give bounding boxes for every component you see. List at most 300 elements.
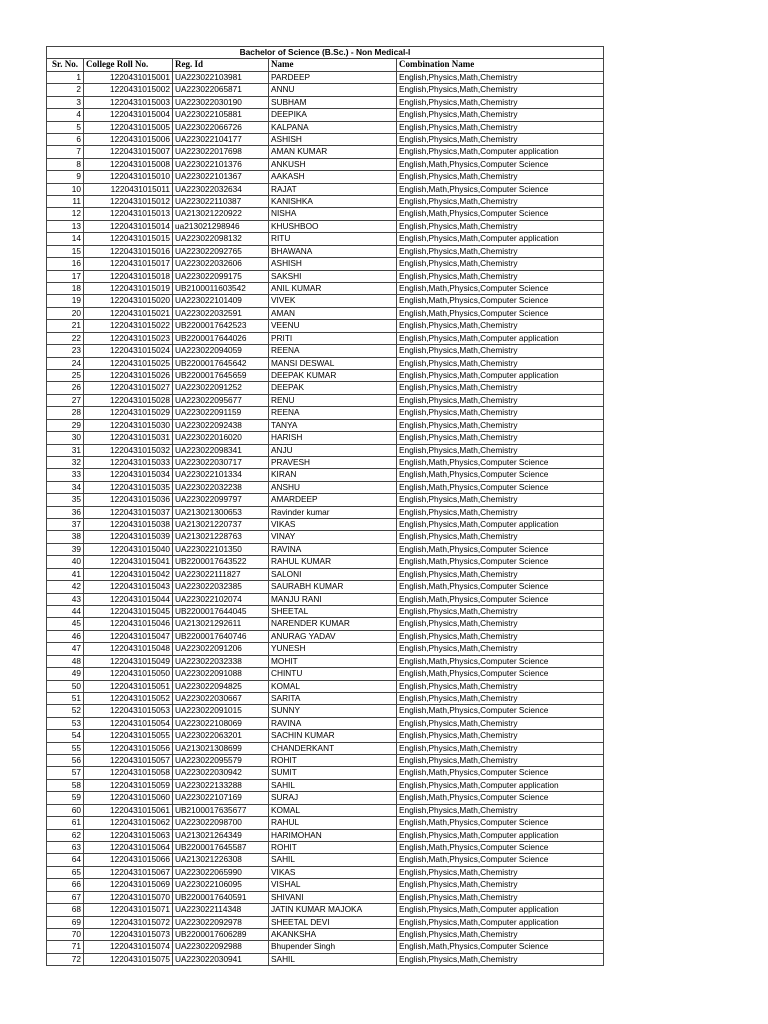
combination-name-cell: English,Physics,Math,Computer application xyxy=(397,829,604,841)
sr-no-cell: 72 xyxy=(47,953,84,965)
reg-id-cell: UA223022094059 xyxy=(173,345,269,357)
combination-name-cell: English,Physics,Math,Chemistry xyxy=(397,630,604,642)
reg-id-cell: UA223022101367 xyxy=(173,171,269,183)
sr-no-cell: 12 xyxy=(47,208,84,220)
table-row xyxy=(47,605,604,617)
combination-name-cell: English,Math,Physics,Computer Science xyxy=(397,556,604,568)
combination-name-cell: English,Math,Physics,Computer Science xyxy=(397,941,604,953)
reg-id-cell: UB2200017645642 xyxy=(173,357,269,369)
reg-id-cell: UA223022092988 xyxy=(173,941,269,953)
sr-no-cell: 49 xyxy=(47,668,84,680)
combination-name-cell: English,Physics,Math,Computer application xyxy=(397,519,604,531)
sr-no-cell: 18 xyxy=(47,283,84,295)
table-row xyxy=(47,953,604,965)
reg-id-cell: UA223022091206 xyxy=(173,643,269,655)
sr-no-cell: 40 xyxy=(47,556,84,568)
sr-no-cell: 31 xyxy=(47,444,84,456)
name-cell: PARDEEP xyxy=(269,71,397,83)
combination-name-cell: English,Physics,Math,Chemistry xyxy=(397,605,604,617)
college-roll-no-cell: 1220431015033 xyxy=(84,456,173,468)
sr-no-cell: 2 xyxy=(47,84,84,96)
table-row xyxy=(47,742,604,754)
table-row xyxy=(47,655,604,667)
sr-no-cell: 29 xyxy=(47,419,84,431)
table-row xyxy=(47,618,604,630)
sr-no-cell: 15 xyxy=(47,245,84,257)
combination-name-cell: English,Physics,Math,Chemistry xyxy=(397,717,604,729)
combination-name-cell: English,Physics,Math,Chemistry xyxy=(397,432,604,444)
college-roll-no-cell: 1220431015070 xyxy=(84,891,173,903)
combination-name-cell: English,Physics,Math,Chemistry xyxy=(397,171,604,183)
name-cell: NISHA xyxy=(269,208,397,220)
sr-no-cell: 63 xyxy=(47,842,84,854)
table-row xyxy=(47,779,604,791)
table-row xyxy=(47,866,604,878)
reg-id-cell: UA223022107169 xyxy=(173,792,269,804)
reg-id-cell: UA223022099175 xyxy=(173,270,269,282)
combination-name-cell: English,Math,Physics,Computer Science xyxy=(397,481,604,493)
college-roll-no-cell: 1220431015042 xyxy=(84,568,173,580)
name-cell: SAURABH KUMAR xyxy=(269,581,397,593)
sr-no-cell: 9 xyxy=(47,171,84,183)
college-roll-no-cell: 1220431015003 xyxy=(84,96,173,108)
college-roll-no-cell: 1220431015051 xyxy=(84,680,173,692)
table-row xyxy=(47,456,604,468)
college-roll-no-cell: 1220431015013 xyxy=(84,208,173,220)
combination-name-cell: English,Math,Physics,Computer Science xyxy=(397,543,604,555)
reg-id-cell: UA223022017698 xyxy=(173,146,269,158)
college-roll-no-cell: 1220431015011 xyxy=(84,183,173,195)
name-cell: NARENDER KUMAR xyxy=(269,618,397,630)
college-roll-no-cell: 1220431015014 xyxy=(84,220,173,232)
reg-id-cell: UA223022032606 xyxy=(173,258,269,270)
name-cell: TANYA xyxy=(269,419,397,431)
college-roll-no-cell: 1220431015048 xyxy=(84,643,173,655)
name-cell: SAHIL xyxy=(269,854,397,866)
name-cell: ANKUSH xyxy=(269,158,397,170)
combination-name-cell: English,Physics,Math,Chemistry xyxy=(397,109,604,121)
reg-id-cell: UA223022030667 xyxy=(173,692,269,704)
table-row xyxy=(47,817,604,829)
college-roll-no-cell: 1220431015031 xyxy=(84,432,173,444)
reg-id-cell: UA223022105881 xyxy=(173,109,269,121)
sr-no-cell: 34 xyxy=(47,481,84,493)
student-list-table xyxy=(46,46,604,966)
reg-id-cell: UA223022032238 xyxy=(173,481,269,493)
table-row xyxy=(47,432,604,444)
table-row xyxy=(47,643,604,655)
name-cell: ASHISH xyxy=(269,133,397,145)
name-cell: RAHUL xyxy=(269,817,397,829)
college-roll-no-cell: 1220431015027 xyxy=(84,382,173,394)
table-row xyxy=(47,879,604,891)
sr-no-cell: 35 xyxy=(47,494,84,506)
reg-id-cell: UA223022108069 xyxy=(173,717,269,729)
name-cell: DEEPAK xyxy=(269,382,397,394)
table-row xyxy=(47,692,604,704)
reg-id-cell: UB2200017606289 xyxy=(173,928,269,940)
combination-name-cell: English,Math,Physics,Computer Science xyxy=(397,668,604,680)
name-cell: VEENU xyxy=(269,320,397,332)
college-roll-no-cell: 1220431015005 xyxy=(84,121,173,133)
sr-no-cell: 4 xyxy=(47,109,84,121)
sr-no-cell: 61 xyxy=(47,817,84,829)
college-roll-no-cell: 1220431015041 xyxy=(84,556,173,568)
combination-name-cell: English,Physics,Math,Computer application xyxy=(397,904,604,916)
name-cell: CHINTU xyxy=(269,668,397,680)
name-cell: YUNESH xyxy=(269,643,397,655)
reg-id-cell: UB2200017644045 xyxy=(173,605,269,617)
reg-id-cell: UB2200017645587 xyxy=(173,842,269,854)
name-cell: RAVINA xyxy=(269,543,397,555)
sr-no-cell: 59 xyxy=(47,792,84,804)
combination-name-cell: English,Physics,Math,Chemistry xyxy=(397,258,604,270)
header-row xyxy=(47,59,604,71)
sr-no-cell: 8 xyxy=(47,158,84,170)
college-roll-no-cell: 1220431015008 xyxy=(84,158,173,170)
college-roll-no-cell: 1220431015072 xyxy=(84,916,173,928)
college-roll-no-cell: 1220431015046 xyxy=(84,618,173,630)
college-roll-no-cell: 1220431015032 xyxy=(84,444,173,456)
table-body xyxy=(47,71,604,965)
sr-no-cell: 65 xyxy=(47,866,84,878)
reg-id-cell: UA223022065990 xyxy=(173,866,269,878)
reg-id-cell: UA223022101350 xyxy=(173,543,269,555)
sr-no-cell: 37 xyxy=(47,519,84,531)
name-cell: SAHIL xyxy=(269,953,397,965)
reg-id-cell: UA213021264349 xyxy=(173,829,269,841)
combination-name-cell: English,Physics,Math,Computer application xyxy=(397,779,604,791)
name-cell: AKANKSHA xyxy=(269,928,397,940)
reg-id-cell: UA223022032634 xyxy=(173,183,269,195)
name-cell: VIKAS xyxy=(269,866,397,878)
sr-no-cell: 23 xyxy=(47,345,84,357)
sr-no-cell: 3 xyxy=(47,96,84,108)
reg-id-cell: UA223022092438 xyxy=(173,419,269,431)
combination-name-cell: English,Math,Physics,Computer Science xyxy=(397,854,604,866)
sr-no-cell: 17 xyxy=(47,270,84,282)
college-roll-no-cell: 1220431015025 xyxy=(84,357,173,369)
table-row xyxy=(47,481,604,493)
college-roll-no-cell: 1220431015071 xyxy=(84,904,173,916)
combination-name-cell: English,Math,Physics,Computer Science xyxy=(397,456,604,468)
sr-no-cell: 53 xyxy=(47,717,84,729)
sr-no-cell: 20 xyxy=(47,307,84,319)
reg-id-cell: UB2100017635677 xyxy=(173,804,269,816)
reg-id-cell: UA223022102074 xyxy=(173,593,269,605)
reg-id-cell: UA223022030942 xyxy=(173,767,269,779)
table-row xyxy=(47,382,604,394)
table-row xyxy=(47,829,604,841)
reg-id-cell: ua213021298946 xyxy=(173,220,269,232)
table-row xyxy=(47,767,604,779)
college-roll-no-cell: 1220431015049 xyxy=(84,655,173,667)
name-cell: KOMAL xyxy=(269,680,397,692)
sr-no-cell: 69 xyxy=(47,916,84,928)
combination-name-cell: English,Physics,Math,Chemistry xyxy=(397,755,604,767)
table-row xyxy=(47,183,604,195)
college-roll-no-cell: 1220431015039 xyxy=(84,531,173,543)
combination-name-cell: English,Physics,Math,Chemistry xyxy=(397,382,604,394)
name-cell: MANJU RANI xyxy=(269,593,397,605)
name-cell: SHIVANI xyxy=(269,891,397,903)
combination-name-cell: English,Physics,Math,Chemistry xyxy=(397,891,604,903)
college-roll-no-cell: 1220431015060 xyxy=(84,792,173,804)
college-roll-no-cell: 1220431015073 xyxy=(84,928,173,940)
sr-no-cell: 28 xyxy=(47,407,84,419)
name-cell: SHEETAL xyxy=(269,605,397,617)
college-roll-no-cell: 1220431015059 xyxy=(84,779,173,791)
combination-name-cell: English,Physics,Math,Chemistry xyxy=(397,730,604,742)
table-row xyxy=(47,717,604,729)
combination-name-cell: English,Physics,Math,Computer application xyxy=(397,369,604,381)
college-roll-no-cell: 1220431015037 xyxy=(84,506,173,518)
table-row xyxy=(47,705,604,717)
table-row xyxy=(47,121,604,133)
reg-id-cell: UA223022091252 xyxy=(173,382,269,394)
reg-id-cell: UA223022092765 xyxy=(173,245,269,257)
table-row xyxy=(47,854,604,866)
name-cell: SHEETAL DEVI xyxy=(269,916,397,928)
sr-no-cell: 5 xyxy=(47,121,84,133)
table-row xyxy=(47,258,604,270)
reg-id-cell: UA223022030190 xyxy=(173,96,269,108)
table-row xyxy=(47,369,604,381)
header-name: Name xyxy=(269,59,397,71)
college-roll-no-cell: 1220431015075 xyxy=(84,953,173,965)
combination-name-cell: English,Physics,Math,Chemistry xyxy=(397,618,604,630)
name-cell: ANSHU xyxy=(269,481,397,493)
table-row xyxy=(47,171,604,183)
name-cell: DEEPAK KUMAR xyxy=(269,369,397,381)
reg-id-cell: UB2200017640591 xyxy=(173,891,269,903)
name-cell: Bhupender Singh xyxy=(269,941,397,953)
combination-name-cell: English,Physics,Math,Chemistry xyxy=(397,643,604,655)
name-cell: VIKAS xyxy=(269,519,397,531)
reg-id-cell: UB2200017640746 xyxy=(173,630,269,642)
sr-no-cell: 26 xyxy=(47,382,84,394)
college-roll-no-cell: 1220431015036 xyxy=(84,494,173,506)
reg-id-cell: UA223022106095 xyxy=(173,879,269,891)
college-roll-no-cell: 1220431015056 xyxy=(84,742,173,754)
sr-no-cell: 51 xyxy=(47,692,84,704)
table-row xyxy=(47,109,604,121)
sr-no-cell: 24 xyxy=(47,357,84,369)
table-row xyxy=(47,531,604,543)
college-roll-no-cell: 1220431015034 xyxy=(84,469,173,481)
name-cell: KALPANA xyxy=(269,121,397,133)
reg-id-cell: UA213021292611 xyxy=(173,618,269,630)
reg-id-cell: UA213021300653 xyxy=(173,506,269,518)
name-cell: KIRAN xyxy=(269,469,397,481)
name-cell: KHUSHBOO xyxy=(269,220,397,232)
sr-no-cell: 41 xyxy=(47,568,84,580)
combination-name-cell: English,Physics,Math,Chemistry xyxy=(397,121,604,133)
reg-id-cell: UA223022114348 xyxy=(173,904,269,916)
sr-no-cell: 36 xyxy=(47,506,84,518)
reg-id-cell: UA213021220922 xyxy=(173,208,269,220)
combination-name-cell: English,Physics,Math,Chemistry xyxy=(397,84,604,96)
college-roll-no-cell: 1220431015050 xyxy=(84,668,173,680)
name-cell: SAKSHI xyxy=(269,270,397,282)
header-college-roll-no: College Roll No. xyxy=(84,59,173,71)
name-cell: MANSI DESWAL xyxy=(269,357,397,369)
table-row xyxy=(47,394,604,406)
name-cell: CHANDERKANT xyxy=(269,742,397,754)
combination-name-cell: English,Physics,Math,Chemistry xyxy=(397,680,604,692)
combination-name-cell: English,Math,Physics,Computer Science xyxy=(397,581,604,593)
table-row xyxy=(47,506,604,518)
college-roll-no-cell: 1220431015020 xyxy=(84,295,173,307)
combination-name-cell: English,Physics,Math,Chemistry xyxy=(397,804,604,816)
reg-id-cell: UA223022101409 xyxy=(173,295,269,307)
name-cell: RENU xyxy=(269,394,397,406)
reg-id-cell: UA223022091015 xyxy=(173,705,269,717)
college-roll-no-cell: 1220431015021 xyxy=(84,307,173,319)
table-row xyxy=(47,283,604,295)
sr-no-cell: 11 xyxy=(47,196,84,208)
combination-name-cell: English,Physics,Math,Chemistry xyxy=(397,506,604,518)
sr-no-cell: 48 xyxy=(47,655,84,667)
sr-no-cell: 52 xyxy=(47,705,84,717)
reg-id-cell: UA223022101376 xyxy=(173,158,269,170)
combination-name-cell: English,Physics,Math,Computer application xyxy=(397,146,604,158)
reg-id-cell: UA223022065871 xyxy=(173,84,269,96)
sr-no-cell: 32 xyxy=(47,456,84,468)
reg-id-cell: UA223022091159 xyxy=(173,407,269,419)
sheet-title: Bachelor of Science (B.Sc.) - Non Medical-I xyxy=(47,47,604,59)
combination-name-cell: English,Math,Physics,Computer Science xyxy=(397,792,604,804)
college-roll-no-cell: 1220431015052 xyxy=(84,692,173,704)
combination-name-cell: English,Physics,Math,Chemistry xyxy=(397,220,604,232)
combination-name-cell: English,Physics,Math,Chemistry xyxy=(397,866,604,878)
name-cell: SUNNY xyxy=(269,705,397,717)
name-cell: ROHIT xyxy=(269,842,397,854)
reg-id-cell: UA223022095579 xyxy=(173,755,269,767)
combination-name-cell: English,Physics,Math,Chemistry xyxy=(397,357,604,369)
name-cell: AMAN KUMAR xyxy=(269,146,397,158)
sr-no-cell: 71 xyxy=(47,941,84,953)
sr-no-cell: 14 xyxy=(47,233,84,245)
name-cell: SURAJ xyxy=(269,792,397,804)
college-roll-no-cell: 1220431015028 xyxy=(84,394,173,406)
table-row xyxy=(47,755,604,767)
combination-name-cell: English,Math,Physics,Computer Science xyxy=(397,158,604,170)
combination-name-cell: English,Math,Physics,Computer Science xyxy=(397,705,604,717)
reg-id-cell: UB2200017644026 xyxy=(173,332,269,344)
table-row xyxy=(47,928,604,940)
name-cell: SACHIN KUMAR xyxy=(269,730,397,742)
name-cell: VIVEK xyxy=(269,295,397,307)
reg-id-cell: UA213021308699 xyxy=(173,742,269,754)
combination-name-cell: English,Physics,Math,Chemistry xyxy=(397,568,604,580)
combination-name-cell: English,Math,Physics,Computer Science xyxy=(397,283,604,295)
table-row xyxy=(47,245,604,257)
table-row xyxy=(47,270,604,282)
table-row xyxy=(47,233,604,245)
table-row xyxy=(47,146,604,158)
table-row xyxy=(47,941,604,953)
college-roll-no-cell: 1220431015058 xyxy=(84,767,173,779)
sr-no-cell: 50 xyxy=(47,680,84,692)
sr-no-cell: 68 xyxy=(47,904,84,916)
combination-name-cell: English,Math,Physics,Computer Science xyxy=(397,593,604,605)
reg-id-cell: UA223022032591 xyxy=(173,307,269,319)
name-cell: AMARDEEP xyxy=(269,494,397,506)
table-row xyxy=(47,345,604,357)
college-roll-no-cell: 1220431015017 xyxy=(84,258,173,270)
combination-name-cell: English,Physics,Math,Chemistry xyxy=(397,320,604,332)
combination-name-cell: English,Physics,Math,Computer application xyxy=(397,332,604,344)
college-roll-no-cell: 1220431015029 xyxy=(84,407,173,419)
combination-name-cell: English,Physics,Math,Chemistry xyxy=(397,531,604,543)
sr-no-cell: 47 xyxy=(47,643,84,655)
name-cell: BHAWANA xyxy=(269,245,397,257)
college-roll-no-cell: 1220431015066 xyxy=(84,854,173,866)
header-reg-id: Reg. Id xyxy=(173,59,269,71)
sr-no-cell: 62 xyxy=(47,829,84,841)
combination-name-cell: English,Physics,Math,Chemistry xyxy=(397,879,604,891)
college-roll-no-cell: 1220431015026 xyxy=(84,369,173,381)
name-cell: ANIL KUMAR xyxy=(269,283,397,295)
name-cell: SARITA xyxy=(269,692,397,704)
name-cell: KANISHKA xyxy=(269,196,397,208)
table-row xyxy=(47,208,604,220)
combination-name-cell: English,Math,Physics,Computer Science xyxy=(397,295,604,307)
header-sr-no: Sr. No. xyxy=(47,59,84,71)
sr-no-cell: 60 xyxy=(47,804,84,816)
reg-id-cell: UA223022103981 xyxy=(173,71,269,83)
name-cell: RAVINA xyxy=(269,717,397,729)
sr-no-cell: 44 xyxy=(47,605,84,617)
name-cell: ROHIT xyxy=(269,755,397,767)
reg-id-cell: UA223022101334 xyxy=(173,469,269,481)
combination-name-cell: English,Physics,Math,Computer application xyxy=(397,233,604,245)
table-row xyxy=(47,295,604,307)
combination-name-cell: English,Physics,Math,Chemistry xyxy=(397,419,604,431)
name-cell: RAHUL KUMAR xyxy=(269,556,397,568)
sr-no-cell: 30 xyxy=(47,432,84,444)
reg-id-cell: UB2200017643522 xyxy=(173,556,269,568)
table-row xyxy=(47,357,604,369)
sr-no-cell: 7 xyxy=(47,146,84,158)
combination-name-cell: English,Math,Physics,Computer Science xyxy=(397,208,604,220)
name-cell: Ravinder kumar xyxy=(269,506,397,518)
sr-no-cell: 21 xyxy=(47,320,84,332)
table-row xyxy=(47,680,604,692)
table-row xyxy=(47,593,604,605)
reg-id-cell: UA223022030717 xyxy=(173,456,269,468)
table-row xyxy=(47,332,604,344)
table-row xyxy=(47,407,604,419)
sr-no-cell: 56 xyxy=(47,755,84,767)
college-roll-no-cell: 1220431015012 xyxy=(84,196,173,208)
college-roll-no-cell: 1220431015057 xyxy=(84,755,173,767)
sr-no-cell: 13 xyxy=(47,220,84,232)
table-row xyxy=(47,904,604,916)
combination-name-cell: English,Physics,Math,Chemistry xyxy=(397,742,604,754)
combination-name-cell: English,Physics,Math,Chemistry xyxy=(397,96,604,108)
sr-no-cell: 58 xyxy=(47,779,84,791)
table-row xyxy=(47,630,604,642)
combination-name-cell: English,Math,Physics,Computer Science xyxy=(397,817,604,829)
combination-name-cell: English,Physics,Math,Chemistry xyxy=(397,928,604,940)
reg-id-cell: UA223022095677 xyxy=(173,394,269,406)
reg-id-cell: UA223022098700 xyxy=(173,817,269,829)
reg-id-cell: UA223022104177 xyxy=(173,133,269,145)
name-cell: ANURAG YADAV xyxy=(269,630,397,642)
table-row xyxy=(47,556,604,568)
